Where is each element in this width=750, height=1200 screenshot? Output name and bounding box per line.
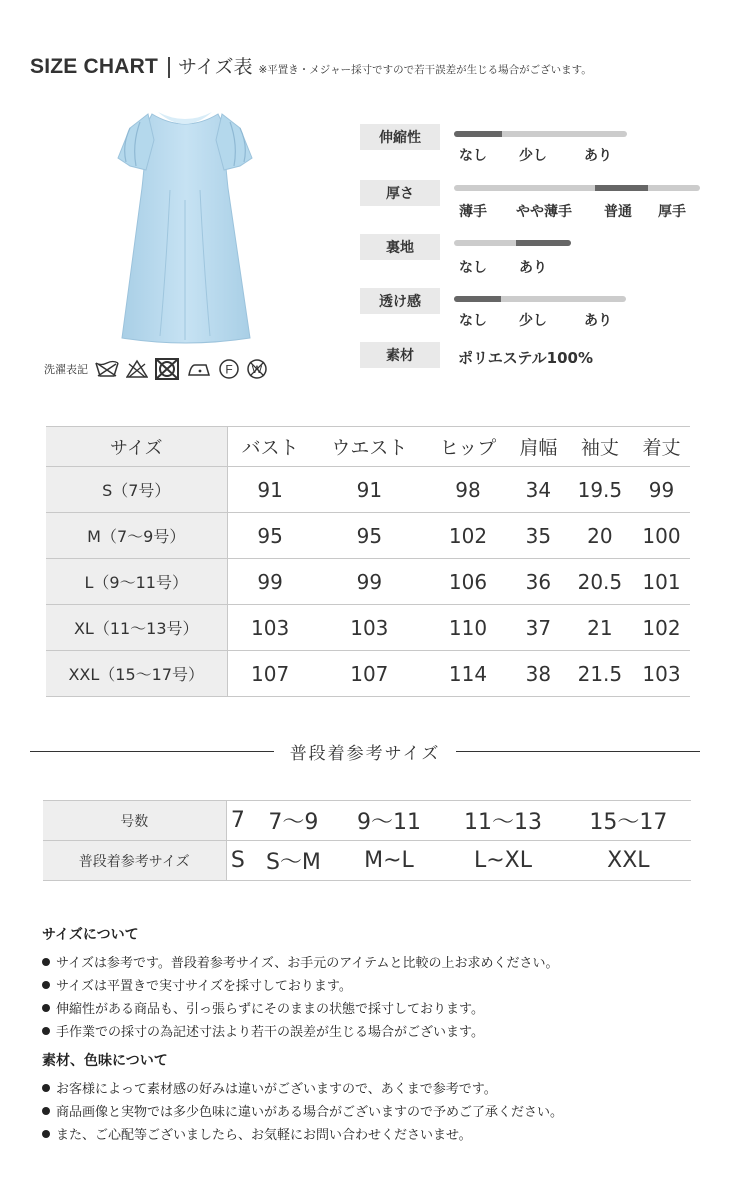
note-text: お客様によって素材感の好みは違いがございますので、あくまで参考です。 (56, 1082, 497, 1097)
reference-size: XXL (566, 841, 691, 881)
header-size: サイズ (46, 427, 227, 467)
length-value: 103 (633, 651, 690, 697)
shoulder-value: 38 (510, 651, 567, 697)
hip-value: 102 (426, 513, 510, 559)
size-chart-title: SIZE CHART (30, 55, 158, 78)
list-item (42, 996, 722, 1019)
list-item (42, 1122, 722, 1145)
bullet-icon (42, 1130, 50, 1138)
reference-size: S (226, 841, 249, 881)
sheerness-scale-none: なし (459, 313, 487, 329)
waist-value: 103 (313, 605, 426, 651)
size-label: S（7号） (46, 467, 227, 513)
stretch-scale-yes: あり (584, 148, 612, 164)
hand-wash-icon (94, 359, 120, 379)
header-length: 着丈 (633, 427, 690, 467)
divider-right (456, 751, 700, 752)
note-text: また、ご心配等ございましたら、お気軽にお問い合わせくださいませ。 (56, 1128, 472, 1143)
size-notes-heading: サイズについて (42, 927, 139, 943)
dress-number: 9〜11 (338, 801, 441, 841)
sheerness-label: 透け感 (360, 288, 440, 314)
thickness-scale-normal: 普通 (604, 204, 632, 220)
reference-size-table (43, 800, 691, 881)
bullet-icon (42, 1107, 50, 1115)
size-label: M（7〜9号） (46, 513, 227, 559)
table-row (46, 559, 690, 605)
dress-number: 7〜9 (249, 801, 337, 841)
material-notes-heading: 素材、色味について (42, 1053, 168, 1069)
sleeve-value: 21.5 (567, 651, 633, 697)
thickness-scale-thick: 厚手 (658, 204, 686, 220)
size-chart-subtitle: サイズ表 (178, 56, 253, 78)
reference-size-heading (30, 738, 700, 764)
reference-size: L~XL (440, 841, 565, 881)
laundry-symbols (44, 356, 274, 382)
length-value: 102 (633, 605, 690, 651)
note-text: 手作業での採寸の為記述寸法より若干の誤差が生じる場合がございます。 (56, 1025, 484, 1040)
list-item (42, 1099, 722, 1122)
stretch-scale-none: なし (459, 148, 487, 164)
shoulder-value: 36 (510, 559, 567, 605)
sheerness-bar (454, 296, 626, 302)
dress-number: 11〜13 (440, 801, 565, 841)
dry-clean-f-icon (218, 358, 240, 380)
table-row (46, 605, 690, 651)
page-header (30, 52, 730, 82)
header-shoulder: 肩幅 (510, 427, 567, 467)
note-text: 伸縮性がある商品も、引っ張らずにそのままの状態で採寸しております。 (56, 1002, 484, 1017)
dress-number: 15〜17 (566, 801, 691, 841)
material-label: 素材 (360, 342, 440, 368)
hip-value: 106 (426, 559, 510, 605)
bullet-icon (42, 958, 50, 966)
bust-value: 91 (227, 467, 313, 513)
size-notes (42, 924, 722, 1042)
svg-text:W: W (251, 364, 263, 376)
waist-value: 107 (313, 651, 426, 697)
thickness-bar (454, 185, 700, 191)
bust-value: 103 (227, 605, 313, 651)
material-notes (42, 1050, 722, 1145)
shoulder-value: 34 (510, 467, 567, 513)
bullet-icon (42, 1004, 50, 1012)
header-waist: ウエスト (313, 427, 426, 467)
waist-value: 99 (313, 559, 426, 605)
reference-size-label: 普段着参考サイズ (43, 841, 226, 881)
note-text: サイズは参考です。普段着参考サイズ、お手元のアイテムと比較の上お求めください。 (56, 956, 559, 971)
waist-value: 91 (313, 467, 426, 513)
bullet-icon (42, 981, 50, 989)
shoulder-value: 37 (510, 605, 567, 651)
sleeve-value: 21 (567, 605, 633, 651)
stretch-label: 伸縮性 (360, 124, 440, 150)
bust-value: 99 (227, 559, 313, 605)
lining-label: 裏地 (360, 234, 440, 260)
list-item (42, 973, 722, 996)
size-label: XL（11〜13号） (46, 605, 227, 651)
size-label: XXL（15〜17号） (46, 651, 227, 697)
list-item (42, 1076, 722, 1099)
length-value: 99 (633, 467, 690, 513)
no-tumble-dry-icon (154, 357, 180, 381)
bust-value: 107 (227, 651, 313, 697)
hip-value: 110 (426, 605, 510, 651)
table-row (43, 801, 691, 841)
no-wet-clean-icon (246, 358, 268, 380)
thickness-scale-thin: 薄手 (459, 204, 487, 220)
bullet-icon (42, 1027, 50, 1035)
hip-value: 114 (426, 651, 510, 697)
header-bust: バスト (227, 427, 313, 467)
list-item (42, 1019, 722, 1042)
stretch-scale-little: 少し (519, 148, 547, 164)
divider-left (30, 751, 274, 752)
sleeve-value: 20 (567, 513, 633, 559)
sleeve-value: 20.5 (567, 559, 633, 605)
measurement-note: ※平置き・メジャー採寸ですので若干誤差が生じる場合がございます。 (258, 64, 592, 76)
low-iron-icon (186, 359, 212, 379)
note-text: 商品画像と実物では多少色味に違いがある場合がございますので予めご了承ください。 (56, 1105, 564, 1120)
stretch-bar (454, 131, 627, 137)
sheerness-scale-yes: あり (584, 313, 612, 329)
table-row (46, 651, 690, 697)
title-divider (168, 57, 170, 78)
sheerness-scale-little: 少し (519, 313, 547, 329)
lining-scale-yes: あり (519, 260, 547, 276)
reference-size: M~L (338, 841, 441, 881)
table-row (43, 841, 691, 881)
reference-size-title: 普段着参考サイズ (289, 743, 441, 764)
product-image (100, 100, 270, 345)
table-row (46, 467, 690, 513)
header-sleeve: 袖丈 (567, 427, 633, 467)
svg-text:F: F (225, 362, 233, 377)
sleeve-value: 19.5 (567, 467, 633, 513)
lining-scale-none: なし (459, 260, 487, 276)
laundry-label: 洗濯表記 (44, 363, 88, 376)
header-hip: ヒップ (426, 427, 510, 467)
hip-value: 98 (426, 467, 510, 513)
waist-value: 95 (313, 513, 426, 559)
thickness-scale-slightly-thin: やや薄手 (516, 204, 572, 220)
note-text: サイズは平置きで実寸サイズを採寸しております。 (56, 979, 352, 994)
size-table-header (46, 427, 690, 467)
bust-value: 95 (227, 513, 313, 559)
table-row (46, 513, 690, 559)
shoulder-value: 35 (510, 513, 567, 559)
dress-number-label: 号数 (43, 801, 226, 841)
reference-size: S〜M (249, 841, 337, 881)
length-value: 101 (633, 559, 690, 605)
dress-number: 7 (226, 801, 249, 841)
size-table (46, 426, 690, 697)
no-bleach-icon (126, 359, 148, 379)
length-value: 100 (633, 513, 690, 559)
lining-bar (454, 240, 571, 246)
thickness-label: 厚さ (360, 180, 440, 206)
list-item (42, 950, 722, 973)
bullet-icon (42, 1084, 50, 1092)
size-label: L（9〜11号） (46, 559, 227, 605)
material-value: ポリエステル100% (458, 349, 593, 367)
